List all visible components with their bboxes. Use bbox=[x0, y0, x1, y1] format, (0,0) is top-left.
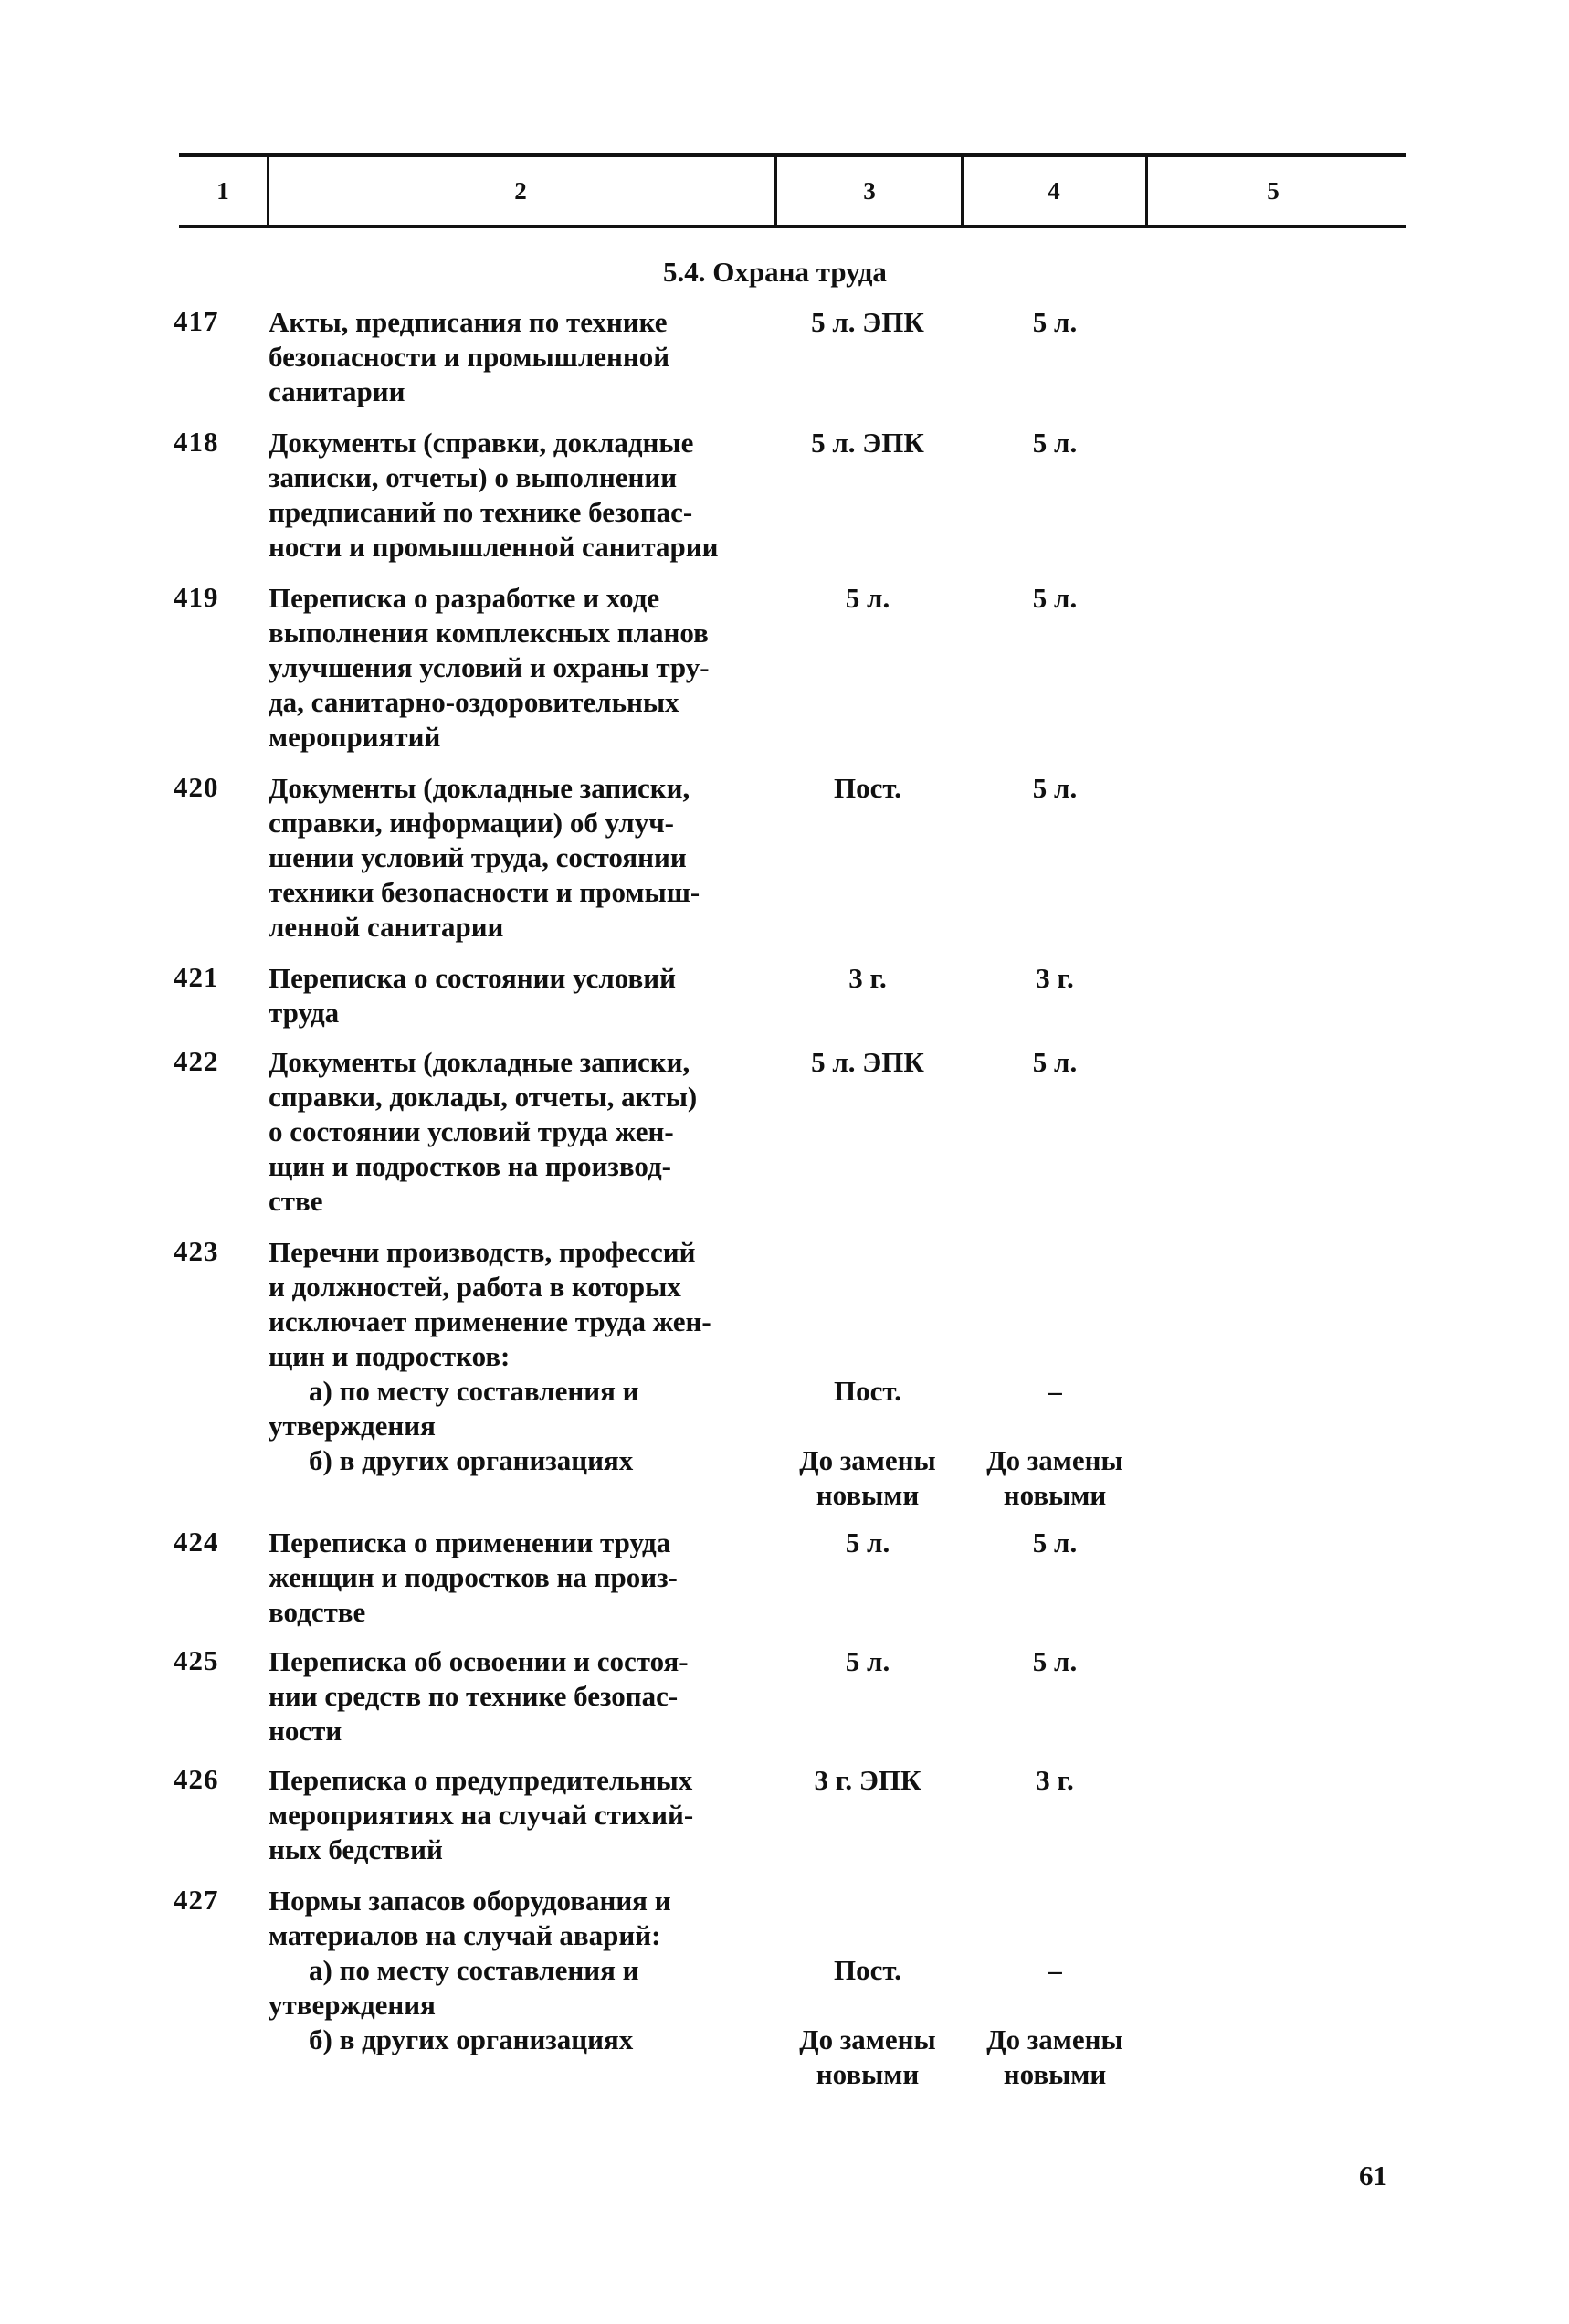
description-line: Переписка о состоянии условий bbox=[269, 962, 676, 994]
header-bottom-rule bbox=[179, 225, 1406, 228]
header-col-1: 1 bbox=[216, 177, 229, 205]
retention-period: 5 л. bbox=[845, 1526, 890, 1558]
entry-number: 419 bbox=[174, 581, 219, 613]
entry-description bbox=[269, 771, 780, 945]
retention-text: новыми bbox=[1003, 2058, 1107, 2090]
retention-period-org: 5 л. bbox=[1032, 772, 1078, 804]
entry-description bbox=[269, 1526, 780, 1630]
description-line: щин и подростков: bbox=[269, 1340, 511, 1372]
description-line: да, санитарно-оздоровительных bbox=[269, 686, 679, 718]
retention-period-org-sub-b bbox=[964, 2023, 1146, 2092]
description-line: шении условий труда, состоянии bbox=[269, 841, 687, 873]
retention-period-org-sub-b bbox=[964, 1443, 1146, 1513]
description-line: улучшения условий и охраны тру- bbox=[269, 651, 710, 683]
entry-description bbox=[269, 305, 780, 409]
table-header bbox=[179, 153, 1406, 228]
header-col-5: 5 bbox=[1267, 177, 1279, 205]
entry-number: 425 bbox=[174, 1644, 219, 1676]
retention-period: 5 л. bbox=[845, 582, 890, 614]
description-line: безопасности и промышленной bbox=[269, 341, 670, 373]
description-line: Переписка о разработке и ходе bbox=[269, 582, 660, 614]
retention-text: До замены bbox=[986, 2023, 1123, 2055]
retention-period-sub-b bbox=[776, 2023, 959, 2092]
entry-description bbox=[269, 1884, 780, 2057]
page-number: 61 bbox=[1359, 2160, 1387, 2192]
description-line: ных бедствий bbox=[269, 1833, 443, 1865]
description-line: ленной санитарии bbox=[269, 911, 504, 943]
header-col-2: 2 bbox=[514, 177, 527, 205]
retention-period-org: 3 г. bbox=[1036, 962, 1074, 994]
description-line: Акты, предписания по технике bbox=[269, 306, 668, 338]
retention-text: До замены bbox=[986, 1444, 1123, 1476]
sub-item-a-line: а) по месту составления и bbox=[309, 1954, 639, 1986]
sub-item-a-line: утверждения bbox=[269, 1989, 436, 2021]
description-line: техники безопасности и промыш- bbox=[269, 876, 700, 908]
retention-period: 5 л. ЭПК bbox=[811, 1046, 924, 1078]
entry-number: 426 bbox=[174, 1763, 219, 1795]
retention-period-sub-b bbox=[776, 1443, 959, 1513]
sub-item-a-line: утверждения bbox=[269, 1410, 436, 1442]
entry-description bbox=[269, 961, 780, 1030]
entry-number: 417 bbox=[174, 305, 219, 337]
section-title: 5.4. Охрана труда bbox=[663, 256, 887, 288]
description-line: водстве bbox=[269, 1596, 366, 1628]
entry-number: 423 bbox=[174, 1235, 219, 1267]
retention-period-sub-a: Пост. bbox=[833, 1954, 902, 1986]
description-line: санитарии bbox=[269, 375, 405, 407]
description-line: выполнения комплексных планов bbox=[269, 617, 709, 649]
retention-period-org: 5 л. bbox=[1032, 1526, 1078, 1558]
retention-period: Пост. bbox=[833, 772, 902, 804]
retention-period: 3 г. bbox=[848, 962, 887, 994]
entry-number: 427 bbox=[174, 1884, 219, 1916]
description-line: Нормы запасов оборудования и bbox=[269, 1885, 671, 1917]
retention-period-sub-a: Пост. bbox=[833, 1375, 902, 1407]
description-line: справки, доклады, отчеты, акты) bbox=[269, 1081, 698, 1113]
description-line: о состоянии условий труда жен- bbox=[269, 1115, 674, 1147]
retention-period: 5 л. ЭПК bbox=[811, 306, 924, 338]
description-line: Переписка о применении труда bbox=[269, 1526, 671, 1558]
description-line: записки, отчеты) о выполнении bbox=[269, 461, 678, 493]
header-col-3: 3 bbox=[863, 177, 876, 205]
entry-description bbox=[269, 426, 780, 565]
retention-period-org: 3 г. bbox=[1036, 1764, 1074, 1796]
entry-description bbox=[269, 581, 780, 755]
description-line: материалов на случай аварий: bbox=[269, 1919, 661, 1951]
entry-description bbox=[269, 1644, 780, 1748]
description-line: Переписка о предупредительных bbox=[269, 1764, 693, 1796]
description-line: мероприятий bbox=[269, 721, 441, 753]
column-divider bbox=[961, 153, 964, 228]
retention-period-org-sub-a: – bbox=[1048, 1954, 1062, 1986]
header-col-4: 4 bbox=[1048, 177, 1060, 205]
sub-item-b-line: б) в других организациях bbox=[309, 1444, 634, 1476]
retention-text: новыми bbox=[816, 2058, 920, 2090]
description-line: Переписка об освоении и состоя- bbox=[269, 1645, 689, 1677]
entry-number: 420 bbox=[174, 771, 219, 803]
retention-period: 5 л. ЭПК bbox=[811, 427, 924, 459]
retention-text: новыми bbox=[1003, 1479, 1107, 1511]
column-divider bbox=[774, 153, 777, 228]
entry-description bbox=[269, 1235, 780, 1478]
retention-text: До замены bbox=[799, 2023, 936, 2055]
retention-period-org: 5 л. bbox=[1032, 582, 1078, 614]
sub-item-a-line: а) по месту составления и bbox=[309, 1375, 639, 1407]
description-line: предписаний по технике безопас- bbox=[269, 496, 693, 528]
description-line: и должностей, работа в которых bbox=[269, 1271, 681, 1303]
retention-period-org-sub-a: – bbox=[1048, 1375, 1062, 1407]
description-line: стве bbox=[269, 1185, 323, 1217]
description-line: Перечни производств, профессий bbox=[269, 1236, 696, 1268]
column-divider bbox=[1145, 153, 1148, 228]
retention-period-org: 5 л. bbox=[1032, 306, 1078, 338]
description-line: женщин и подростков на произ- bbox=[269, 1561, 678, 1593]
retention-text: новыми bbox=[816, 1479, 920, 1511]
description-line: нии средств по технике безопас- bbox=[269, 1680, 679, 1712]
description-line: Документы (докладные записки, bbox=[269, 1046, 690, 1078]
description-line: исключает применение труда жен- bbox=[269, 1305, 711, 1337]
sub-item-b-line: б) в других организациях bbox=[309, 2023, 634, 2055]
retention-period: 5 л. bbox=[845, 1645, 890, 1677]
entry-number: 421 bbox=[174, 961, 219, 993]
retention-text: До замены bbox=[799, 1444, 936, 1476]
description-line: Документы (справки, докладные bbox=[269, 427, 694, 459]
retention-period-org: 5 л. bbox=[1032, 1645, 1078, 1677]
entry-number: 422 bbox=[174, 1045, 219, 1077]
retention-period-org: 5 л. bbox=[1032, 1046, 1078, 1078]
column-divider bbox=[267, 153, 269, 228]
entry-number: 418 bbox=[174, 426, 219, 458]
description-line: щин и подростков на производ- bbox=[269, 1150, 671, 1182]
description-line: справки, информации) об улуч- bbox=[269, 807, 675, 839]
description-line: Документы (докладные записки, bbox=[269, 772, 690, 804]
description-line: ности и промышленной санитарии bbox=[269, 531, 719, 563]
header-top-rule bbox=[179, 153, 1406, 157]
entry-number: 424 bbox=[174, 1526, 219, 1558]
description-line: мероприятиях на случай стихий- bbox=[269, 1799, 694, 1831]
description-line: ности bbox=[269, 1715, 342, 1747]
description-line: труда bbox=[269, 997, 340, 1029]
entry-description bbox=[269, 1045, 780, 1219]
retention-period-org: 5 л. bbox=[1032, 427, 1078, 459]
entry-description bbox=[269, 1763, 780, 1867]
retention-period: 3 г. ЭПК bbox=[814, 1764, 921, 1796]
